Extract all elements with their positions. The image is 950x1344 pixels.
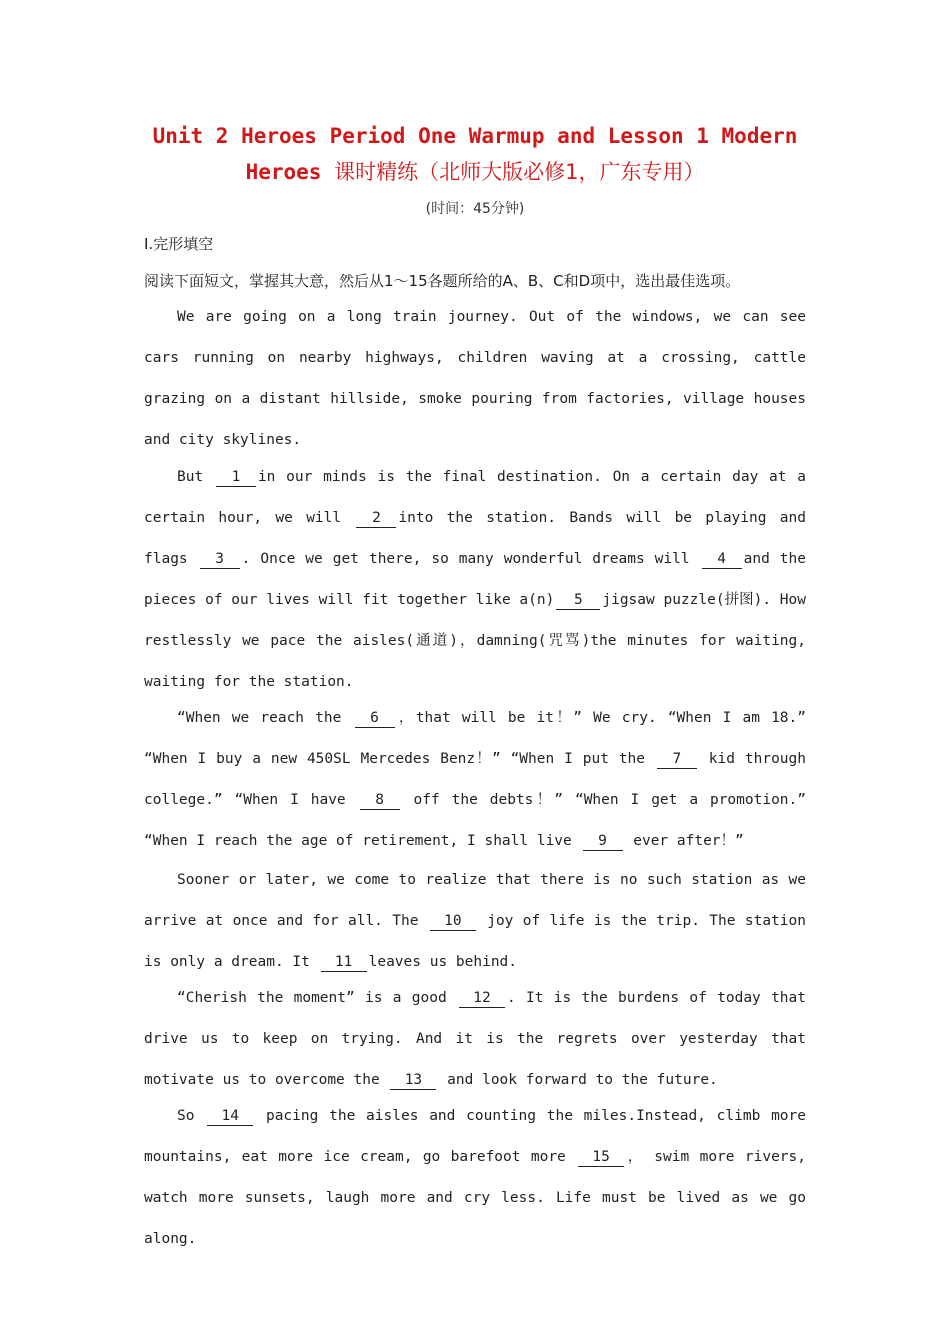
- p3-text-5: ever after！”: [624, 833, 744, 849]
- instruction-text: 阅读下面短文，掌握其大意，然后从1～15各题所给的A、B、C和D项中，选出最佳选项。: [144, 272, 741, 290]
- section-heading: Ⅰ.完形填空: [144, 235, 214, 253]
- blank-6: 6: [355, 709, 395, 728]
- p5-text-1: “Cherish the moment” is a good: [177, 990, 457, 1006]
- paragraph-5: [144, 978, 806, 1101]
- blank-4: 4: [702, 550, 742, 569]
- blank-5: 5: [556, 591, 600, 610]
- title-line-2-en: Heroes: [245, 160, 322, 184]
- p2-text-3: into the station. Bands will be playing and flags: [144, 510, 806, 567]
- p6-text-3: ， swim more rivers, watch more sunsets, laugh more and cry less. Life must be lived as we go along.: [144, 1149, 806, 1247]
- blank-7: 7: [657, 750, 697, 769]
- blank-10: 10: [430, 912, 476, 931]
- p4-text-1: Sooner or later, we come to realize that there is no such station as we arrive at once and for all. The: [144, 872, 806, 929]
- paragraph-4: [144, 860, 806, 983]
- blank-15: 15: [578, 1148, 624, 1167]
- blank-1: 1: [216, 468, 256, 487]
- p3-text-1: “When we reach the: [177, 710, 353, 726]
- paragraph-1-text: We are going on a long train journey. Out of the windows, we can see cars running on nearby highways, children waving at a crossing, cattle grazing on a distant hillside, smoke pouring from factories, village houses and city skylines.: [144, 309, 806, 448]
- p5-text-3: and look forward to the future.: [438, 1072, 718, 1088]
- p6-text-2: pacing the aisles and counting the miles.Instead, climb more mountains, eat more ice cream, go barefoot more: [144, 1108, 806, 1165]
- p3-text-4: off the debts！” “When I get a promotion.” “When I reach the age of retirement, I shall live: [144, 792, 806, 849]
- blank-8: 8: [360, 791, 400, 810]
- paragraph-2: [144, 457, 806, 703]
- p2-text-1: But: [177, 469, 214, 485]
- p2-text-6: jigsaw puzzle(拼图). How restlessly we pace the aisles(通道)，damning(咒骂)the minutes for waiting, waiting for the station.: [144, 592, 806, 690]
- title-line-1-text: Unit 2 Heroes Period One Warmup and Lesson 1 Modern: [152, 124, 798, 148]
- p6-text-1: So: [177, 1108, 206, 1124]
- blank-13: 13: [390, 1071, 436, 1090]
- p2-text-2: in our minds is the final destination. On a certain day at a certain hour, we will: [144, 469, 806, 526]
- blank-9: 9: [583, 832, 623, 851]
- time-note: (时间：45分钟): [425, 201, 525, 217]
- paragraph-6: [144, 1096, 806, 1260]
- paragraph-3: [144, 698, 806, 862]
- title-line-2-cn: 课时精练（北师大版必修1，广东专用）: [334, 160, 705, 184]
- blank-14: 14: [207, 1107, 253, 1126]
- blank-3: 3: [200, 550, 240, 569]
- p4-text-3: leaves us behind.: [368, 954, 518, 970]
- p3-text-2: ，that will be it！” We cry. “When I am 18.” “When I buy a new 450SL Mercedes Benz！” “When I put the: [144, 710, 806, 767]
- blank-11: 11: [321, 953, 367, 972]
- p3-text-3: kid through college.” “When I have: [144, 751, 806, 808]
- blank-2: 2: [356, 509, 396, 528]
- p5-text-2: . It is the burdens of today that drive us to keep on trying. And it is the regrets over yesterday that motivate us to overcome the: [144, 990, 806, 1088]
- paragraph-1: [144, 297, 806, 461]
- p4-text-2: joy of life is the trip. The station is only a dream. It: [144, 913, 806, 970]
- document-title-line-2: [120, 154, 830, 190]
- blank-12: 12: [459, 989, 505, 1008]
- p2-text-4: . Once we get there, so many wonderful dreams will: [241, 551, 700, 567]
- document-title-line-1: [120, 118, 830, 154]
- p2-text-5: and the pieces of our lives will fit together like a(n): [144, 551, 806, 608]
